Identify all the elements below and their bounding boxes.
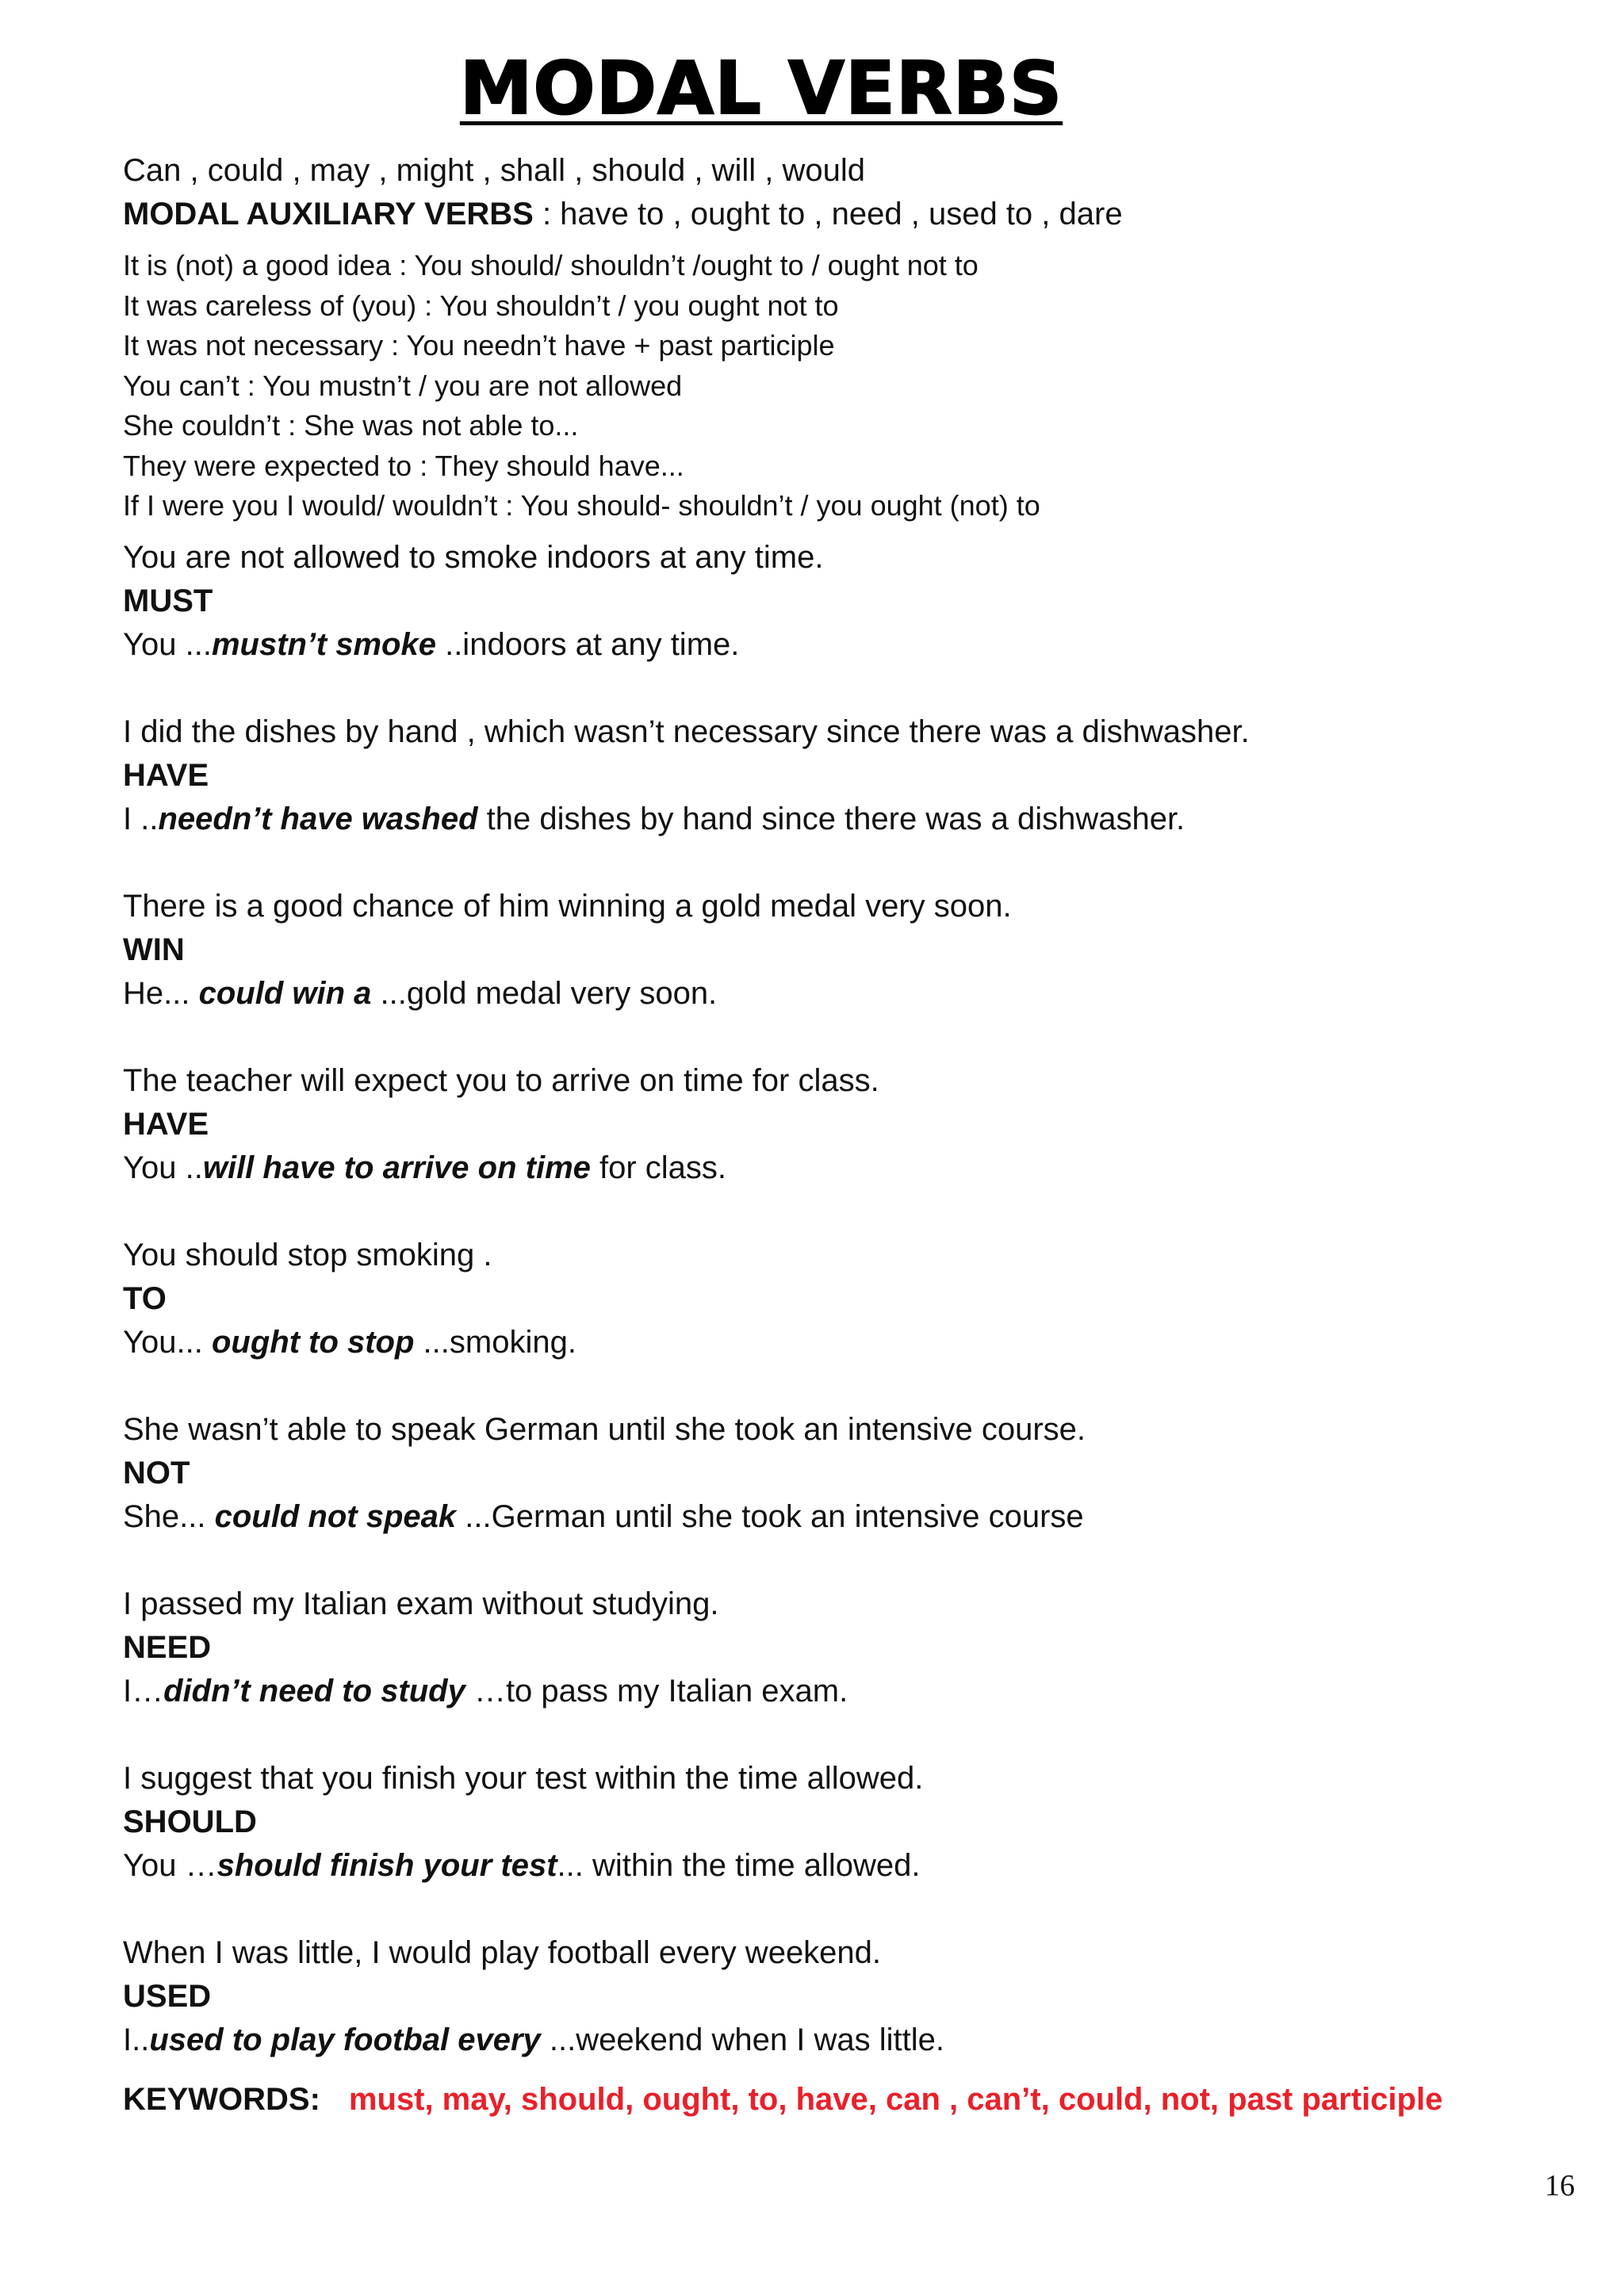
answer-prefix: You ... xyxy=(123,626,212,662)
keywords-list: must, may, should, ought, to, have, can , can’t, could, not, past participle xyxy=(348,2081,1443,2117)
exercise-keyword: WIN xyxy=(123,932,185,967)
rule-line: You can’t : You mustn’t / you are not allowed xyxy=(123,369,683,402)
answer-prefix: You … xyxy=(123,1847,217,1883)
answer-text: didn’t need to study xyxy=(163,1673,465,1709)
answer-text: should finish your test xyxy=(216,1847,557,1883)
rules-list xyxy=(123,246,1550,526)
answer-suffix: ...smoking. xyxy=(414,1324,576,1360)
modal-list: Can , could , may , might , shall , should , will , would xyxy=(123,153,865,188)
exercise-keyword: MUST xyxy=(123,583,213,618)
exercise xyxy=(123,710,1550,841)
exercise-sentence: I suggest that you finish your test within the time allowed. xyxy=(123,1760,924,1796)
answer-text: could not speak xyxy=(214,1498,457,1534)
exercise-sentence: There is a good chance of him winning a gold medal very soon. xyxy=(123,888,1012,924)
answer-prefix: I… xyxy=(123,1673,164,1709)
keywords-label: KEYWORDS: xyxy=(123,2081,320,2117)
answer-text: ought to stop xyxy=(211,1324,415,1360)
answer-suffix: ... within the time allowed. xyxy=(557,1847,921,1883)
aux-verbs-list: : have to , ought to , need , used to , dare xyxy=(533,197,1123,232)
aux-verbs-label: MODAL AUXILIARY VERBS xyxy=(123,197,534,232)
answer-prefix: I.. xyxy=(123,2022,150,2057)
exercise-answer-line xyxy=(123,1495,1550,1539)
keywords-line xyxy=(123,2078,1550,2122)
rule-line: It was careless of (you) : You shouldn’t / you ought not to xyxy=(123,289,839,322)
exercise-answer-line xyxy=(123,798,1550,841)
answer-suffix: the dishes by hand since there was a dishwasher. xyxy=(477,801,1185,836)
exercise-answer-line xyxy=(123,1321,1550,1364)
answer-text: will have to arrive on time xyxy=(202,1150,591,1185)
exercise-sentence: I did the dishes by hand , which wasn’t necessary since there was a dishwasher. xyxy=(123,714,1250,749)
exercise-answer-line xyxy=(123,1146,1550,1190)
answer-prefix: You... xyxy=(123,1324,212,1360)
exercise xyxy=(123,1234,1550,1364)
exercise-sentence: When I was little, I would play football every weekend. xyxy=(123,1934,882,1970)
exercise-keyword: HAVE xyxy=(123,1106,209,1142)
exercise-sentence: You are not allowed to smoke indoors at any time. xyxy=(123,539,824,575)
exercise-sentence: I passed my Italian exam without studying. xyxy=(123,1586,719,1621)
exercise xyxy=(123,1931,1550,2062)
exercise-answer-line xyxy=(123,2019,1550,2062)
exercise-keyword: TO xyxy=(123,1280,167,1316)
rule-line: They were expected to : They should have... xyxy=(123,449,684,482)
rule-line: If I were you I would/ wouldn’t : You should- shouldn’t / you ought (not) to xyxy=(123,489,1040,522)
exercise xyxy=(123,1757,1550,1888)
rule-line: It was not necessary : You needn’t have + past participle xyxy=(123,329,835,362)
answer-suffix: ...weekend when I was little. xyxy=(540,2022,944,2057)
exercise-answer-line xyxy=(123,623,1550,667)
answer-suffix: for class. xyxy=(590,1150,727,1185)
exercise-keyword: HAVE xyxy=(123,757,209,793)
answer-suffix: ...gold medal very soon. xyxy=(371,975,718,1011)
exercise-keyword: SHOULD xyxy=(123,1804,257,1839)
exercise xyxy=(123,536,1550,667)
answer-text: used to play footbal every xyxy=(149,2022,541,2057)
page-number: 16 xyxy=(1545,2169,1575,2202)
page-title: MODAL VERBS xyxy=(459,46,1063,131)
answer-text: could win a xyxy=(198,975,372,1011)
exercise xyxy=(123,885,1550,1016)
answer-suffix: …to pass my Italian exam. xyxy=(465,1673,848,1709)
answer-suffix: ..indoors at any time. xyxy=(435,626,740,662)
exercise-sentence: You should stop smoking . xyxy=(123,1237,492,1272)
exercise-sentence: The teacher will expect you to arrive on time for class. xyxy=(123,1062,879,1098)
answer-prefix: She... xyxy=(123,1498,215,1534)
exercise-keyword: NOT xyxy=(123,1455,190,1490)
document-body xyxy=(123,149,1550,2153)
answer-suffix: ...German until she took an intensive course xyxy=(456,1498,1084,1534)
exercise xyxy=(123,1059,1550,1190)
exercise-answer-line xyxy=(123,1844,1550,1888)
exercise xyxy=(123,1408,1550,1539)
answer-text: mustn’t smoke xyxy=(211,626,436,662)
exercise-keyword: USED xyxy=(123,1978,212,2014)
answer-prefix: He... xyxy=(123,975,199,1011)
rule-line: It is (not) a good idea : You should/ shouldn’t /ought to / ought not to xyxy=(123,249,979,281)
exercise xyxy=(123,1582,1550,1713)
rule-line: She couldn’t : She was not able to... xyxy=(123,409,579,442)
answer-prefix: I .. xyxy=(123,801,159,836)
answer-prefix: You .. xyxy=(123,1150,203,1185)
answer-text: needn’t have washed xyxy=(158,801,478,836)
aux-verbs-line xyxy=(123,193,1550,236)
exercise-sentence: She wasn’t able to speak German until she took an intensive course. xyxy=(123,1411,1086,1447)
exercise-keyword: NEED xyxy=(123,1629,212,1665)
exercise-answer-line xyxy=(123,972,1550,1016)
exercise-answer-line xyxy=(123,1670,1550,1713)
